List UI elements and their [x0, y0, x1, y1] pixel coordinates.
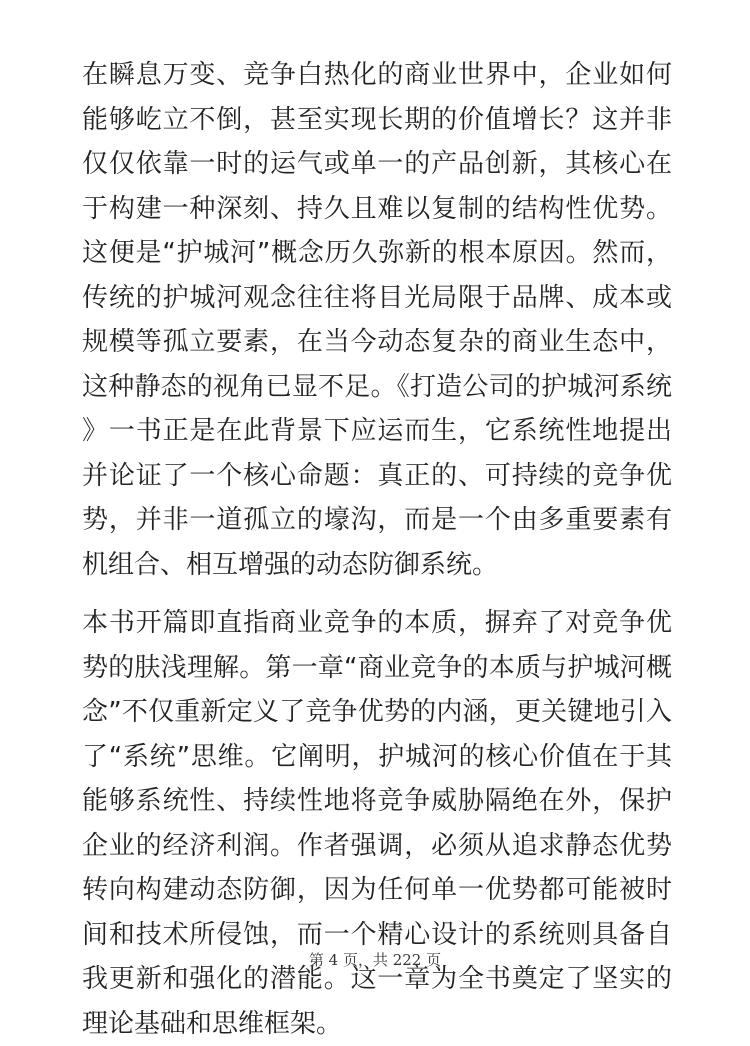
paragraph-2: 本书开篇即直指商业竞争的本质，摒弃了对竞争优势的肤浅理解。第一章“商业竞争的本质与护城河概念”不仅重新定义了竞争优势的内涵，更关键地引入了“系统”思维。它阐明，护城河的核心价值在于其能够系统性、持续性地将竞争威胁隔绝在外，保护企业的经济利润。作者强调，必须从追求静态优势转向构建动态防御，因为任何单一优势都可能被时间和技术所侵蚀，而一个精心设计的系统则具备自我更新和强化的潜能。这一章为全书奠定了坚实的理论基础和思维框架。 [82, 608, 672, 1039]
page-number-footer: 第 4 页，共 222 页 [308, 951, 442, 969]
body-text [82, 53, 672, 1046]
paragraph-1: 在瞬息万变、竞争白热化的商业世界中，企业如何能够屹立不倒，甚至实现长期的价值增长？这并非仅仅依靠一时的运气或单一的产品创新，其核心在于构建一种深刻、持久且难以复制的结构性优势。这便是“护城河”概念历久弥新的根本原因。然而，传统的护城河观念往往将目光局限于品牌、成本或规模等孤立要素，在当今动态复杂的商业生态中，这种静态的视角已显不足。《打造公司的护城河系统》一书正是在此背景下应运而生，它系统性地提出并论证了一个核心命题：真正的、可持续的竞争优势，并非一道孤立的壕沟，而是一个由多重要素有机组合、相互增强的动态防御系统。 [82, 60, 672, 580]
